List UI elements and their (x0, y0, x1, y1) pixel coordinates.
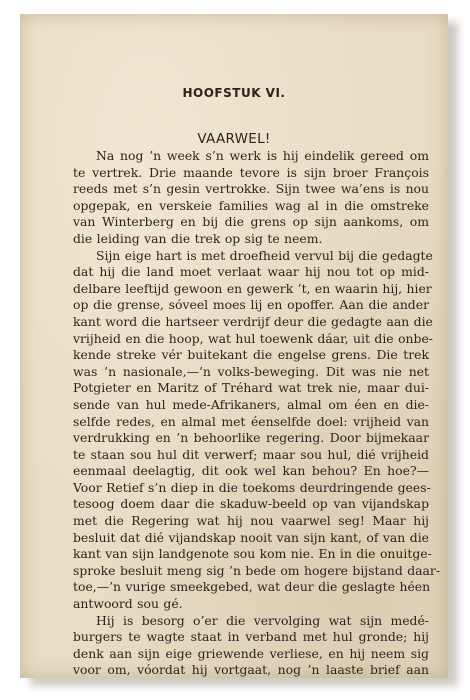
text-line: Hij is besorg o’er die vervolging wat sijn medé- (96, 612, 429, 628)
text-line: sproke besluit meng sig ’n bede om hogere bijstand daar- (73, 562, 441, 578)
text-line: Na nog ’n week s’n werk is hij eindelik gereed om (96, 148, 429, 163)
text-line: antwoord sou gé. (73, 596, 183, 612)
text-line: vrijheid en die hoop, wat hul toewenk dáar, uit die onbe- (73, 330, 433, 346)
text-line: reeds met s’n gesin vertrokke. Sijn twee wa’ens is nou (73, 181, 429, 197)
text-line: die leiding van die trek op sig te neem. (73, 230, 323, 246)
text-line: denk aan sijn eige griewende verliese, en hij neem sig (73, 645, 429, 661)
text-line: kende streke vér buitekant die engelse grens. Die trek (73, 347, 429, 363)
text-line: eenmaal deelagtig, dit ook wel kan behou? En hoe?— (73, 463, 429, 479)
text-line: delbare leeftijd gewoon en gewerk ’t, en waarin hij, hier (73, 280, 432, 296)
text-line: voor om, vóordat hij vortgaat, nog ’n laaste brief aan (73, 662, 429, 678)
text-line: verdrukking en ’n behoorlike regering. Door bijmekaar (73, 430, 429, 446)
text-line: tesoog doem daar die skaduw-beeld op van vijandskap (73, 496, 429, 512)
text-line: opgepak, en verskeie families wag al in die omstreke (73, 197, 429, 213)
text-line: was ’n nasionale,—’n volks-beweging. Dit was nie net (73, 363, 429, 379)
text-line: van Winterberg en bij die grens op sijn aankoms, om (73, 214, 429, 230)
text-line: kant word die hartseer verdrijf deur die gedagte aan die (73, 313, 433, 329)
text-line: te staan sou hul dit verwerf; maar sou hul, dié vrijheid (73, 446, 429, 462)
body-text (73, 148, 441, 679)
text-line: dat hij die land moet verlaat waar hij nou tot op mid- (73, 264, 429, 280)
text-line: Sijn eige hart is met droefheid vervul bij die gedagte (96, 247, 433, 263)
text-line: kant van sijn landgenote sou kom nie. En in die onuitge- (73, 546, 432, 562)
text-line: toe,—’n vurige smeekgebed, wat deur die geslagte héen (73, 579, 431, 595)
text-line: Potgieter en Maritz of Tréhard wat trek nie, maar dui- (73, 380, 429, 396)
text-line: te vertrek. Drie maande tevore is sijn broer François (73, 164, 429, 180)
text-line: Voor Retief s’n diep in die toekoms deurdringende gees- (73, 479, 431, 495)
text-line: sende van hul mede-Afrikaners, almal om éen en die- (73, 396, 429, 412)
book-page (20, 14, 448, 678)
text-line: besluit dat dié vijandskap nooit van sijn kant, of van die (73, 529, 429, 545)
text-line: burgers te wagte staat in verband met hul gronde; hij (73, 629, 429, 645)
section-title: VAARWEL! (197, 131, 271, 147)
text-line: op die grense, sóveel moes lij en opoffer. Aan die ander (73, 297, 429, 313)
chapter-heading: HOOFSTUK VI. (182, 86, 286, 100)
text-line: met die Regering wat hij nou vaarwel seg! Maar hij (73, 513, 429, 529)
text-line: selfde redes, en almal met éenselfde doel: vrijheid van (73, 413, 429, 429)
